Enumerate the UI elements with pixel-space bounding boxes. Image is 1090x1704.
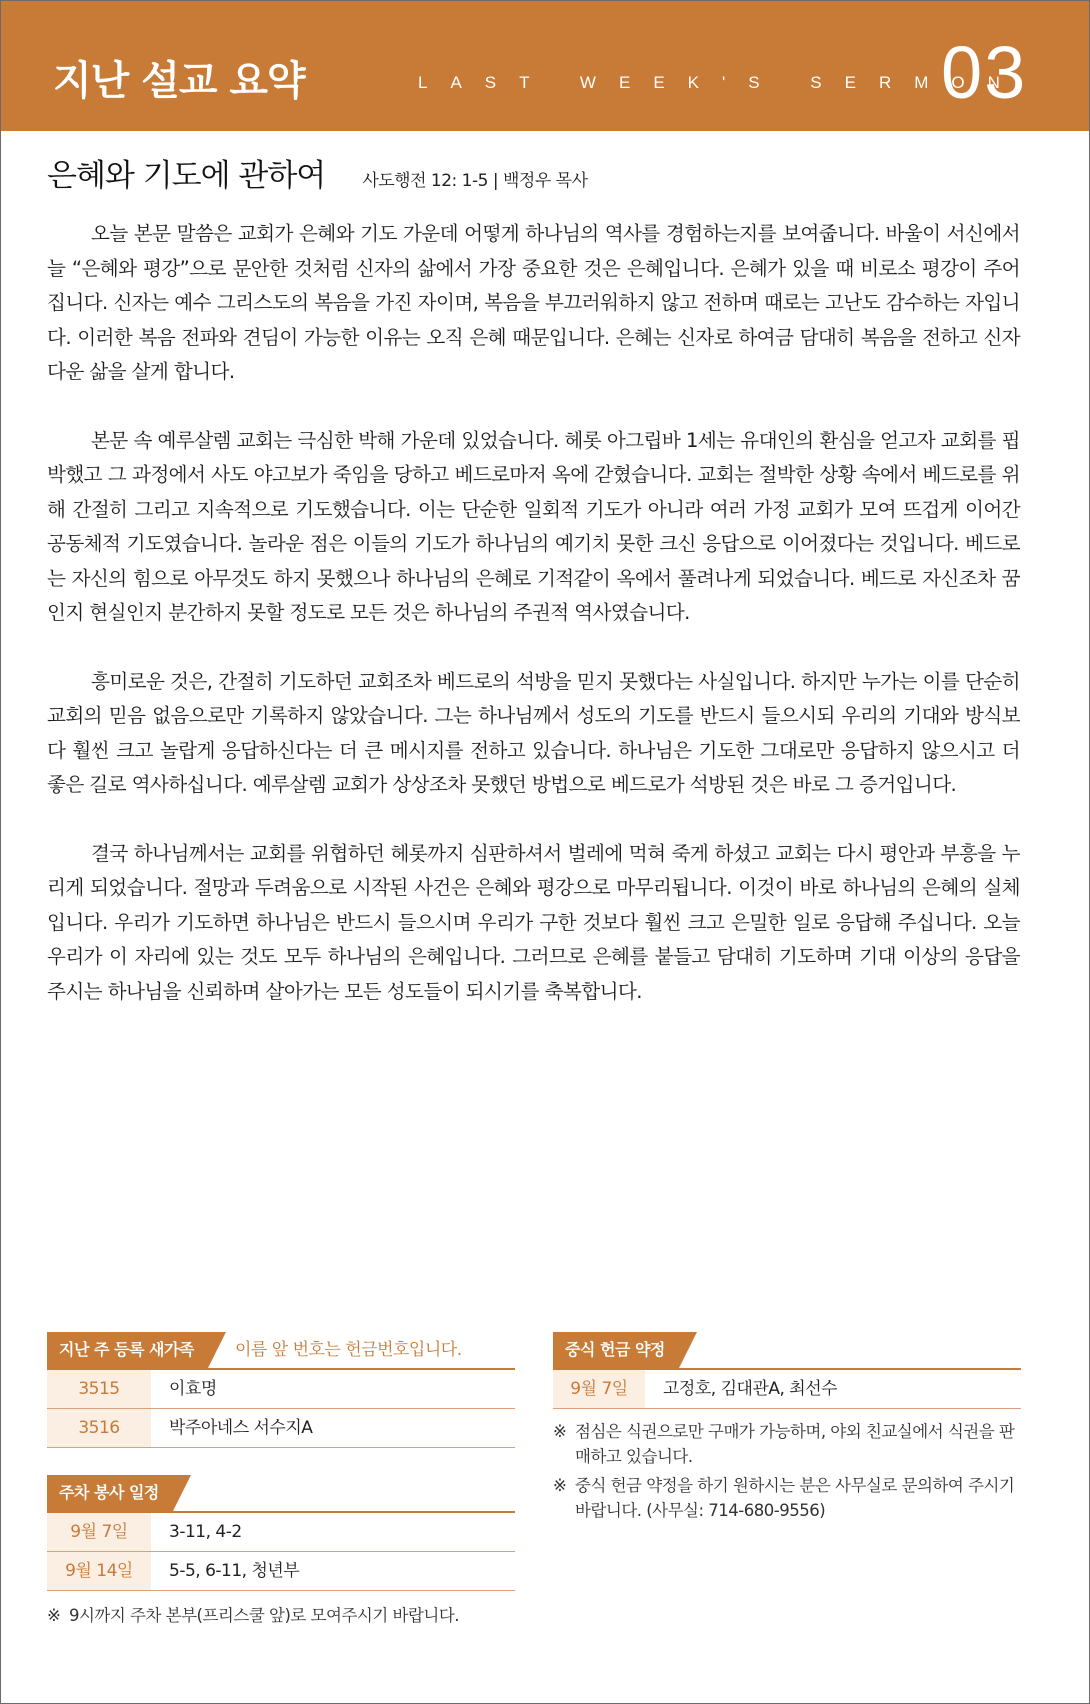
- newcomer-name: 이효명: [169, 1379, 217, 1399]
- sermon-paragraph: 흥미로운 것은, 간절히 기도하던 교회조차 베드로의 석방을 믿지 못했다는 사실입니다. 하지만 누가는 이를 단순히 교회의 믿음 없음으로만 기록하지 않았습니다. 그는 하나님께서 성도의 기도를 반드시 들으시되 우리의 기대와 방식보다 훨씬 크고 놀랍게 응답하신다는 더 큰 메시지를 전하고 있습니다. 하나님은 기도한 그대로만 응답하지 않으시고 더 좋은 길로 역사하십니다. 예루살렘 교회가 상상조차 못했던 방법으로 베드로가 석방된 것은 바로 그 증거입니다.: [47, 669, 1020, 796]
- table-row: [47, 1552, 515, 1591]
- header-banner: [1, 1, 1089, 131]
- schedule-teams: 5-5, 6-11, 청년부: [169, 1561, 300, 1581]
- newcomers-note: 이름 앞 번호는 헌금번호입니다.: [235, 1340, 462, 1360]
- parking-label: 주차 봉사 일정: [47, 1475, 173, 1511]
- offering-number: 3516: [47, 1409, 151, 1447]
- sermon-body: [47, 217, 1020, 1043]
- schedule-teams: 3-11, 4-2: [169, 1522, 242, 1542]
- lunch-section: [553, 1332, 1021, 1523]
- sermon-title: 은혜와 기도에 관하여: [47, 158, 326, 194]
- parking-section: [47, 1475, 515, 1628]
- table-row: [47, 1513, 515, 1552]
- lunch-note-text: 중식 헌금 약정을 하기 원하시는 분은 사무실로 문의하여 주시기 바랍니다. (사무실: 714-680-9556): [575, 1476, 1015, 1520]
- section-subtitle: LAST WEEK'S SERMON: [418, 73, 1023, 92]
- schedule-date: 9월 7일: [47, 1513, 151, 1551]
- note-mark: ※: [553, 1476, 567, 1495]
- parking-header: [47, 1475, 515, 1513]
- note-mark: ※: [553, 1422, 567, 1441]
- sermon-reference: 사도행전 12: 1-5 | 백정우 목사: [362, 171, 588, 191]
- pledge-names: 고정호, 김대관A, 최선수: [663, 1379, 838, 1399]
- table-row: [47, 1370, 515, 1409]
- offering-number: 3515: [47, 1370, 151, 1408]
- newcomers-label: 지난 주 등록 새가족: [47, 1332, 208, 1368]
- parking-note: [47, 1603, 515, 1628]
- section-title: 지난 설교 요약: [53, 58, 305, 104]
- sermon-paragraph: 본문 속 예루살렘 교회는 극심한 박해 가운데 있었습니다. 헤롯 아그립바 1세는 유대인의 환심을 얻고자 교회를 핍박했고 그 과정에서 사도 야고보가 죽임을 당하고 베드로마저 옥에 갇혔습니다. 교회는 절박한 상황 속에서 베드로를 위해 간절히 그리고 지속적으로 기도했습니다. 이는 단순한 일회적 기도가 아니라 여러 가정 교회가 모여 뜨겁게 이어간 공동체적 기도였습니다. 놀라운 점은 이들의 기도가 하나님의 예기치 못한 크신 응답으로 이어졌다는 것입니다. 베드로는 자신의 힘으로 아무것도 하지 못했으나 하나님의 은혜로 기적같이 옥에서 풀려나게 되었습니다. 베드로 자신조차 꿈인지 현실인지 분간하지 못할 정도로 모든 것은 하나님의 주권적 역사였습니다.: [47, 428, 1020, 624]
- lunch-notes: [553, 1419, 1021, 1523]
- newcomer-name: 박주아네스 서수지A: [169, 1418, 313, 1438]
- sermon-heading: [47, 156, 588, 196]
- lunch-label: 중식 헌금 약정: [553, 1332, 679, 1368]
- newcomers-section: [47, 1332, 515, 1448]
- table-row: [553, 1370, 1021, 1409]
- lunch-header: [553, 1332, 1021, 1370]
- table-row: [47, 1409, 515, 1448]
- newcomers-header: [47, 1332, 515, 1370]
- sermon-paragraph: 오늘 본문 말씀은 교회가 은혜와 기도 가운데 어떻게 하나님의 역사를 경험하는지를 보여줍니다. 바울이 서신에서 늘 “은혜와 평강”으로 문안한 것처럼 신자의 삶에서 가장 중요한 것은 은혜입니다. 은혜가 있을 때 비로소 평강이 주어집니다. 신자는 예수 그리스도의 복음을 가진 자이며, 복음을 부끄러워하지 않고 전하며 때로는 고난도 감수하는 자입니다. 이러한 복음 전파와 견딤이 가능한 이유는 오직 은혜 때문입니다. 은혜는 신자로 하여금 담대히 복음을 전하고 신자다운 삶을 살게 합니다.: [47, 222, 1020, 383]
- pledge-date: 9월 7일: [553, 1370, 645, 1408]
- schedule-date: 9월 14일: [47, 1552, 151, 1590]
- note-mark: ※: [47, 1606, 61, 1625]
- page-number: 03: [941, 31, 1028, 114]
- lunch-note-text: 점심은 식권으로만 구매가 가능하며, 야외 친교실에서 식권을 판매하고 있습니다.: [575, 1422, 1015, 1466]
- parking-note-text: 9시까지 주차 본부(프리스쿨 앞)로 모여주시기 바랍니다.: [69, 1606, 459, 1625]
- sermon-paragraph: 결국 하나님께서는 교회를 위협하던 헤롯까지 심판하셔서 벌레에 먹혀 죽게 하셨고 교회는 다시 평안과 부흥을 누리게 되었습니다. 절망과 두려움으로 시작된 사건은 은혜와 평강으로 마무리됩니다. 이것이 바로 하나님의 은혜의 실체입니다. 우리가 기도하면 하나님은 반드시 들으시며 우리가 구한 것보다 훨씬 크고 은밀한 일로 응답해 주십니다. 오늘 우리가 이 자리에 있는 것도 모두 하나님의 은혜입니다. 그러므로 은혜를 붙들고 담대히 기도하며 기대 이상의 응답을 주시는 하나님을 신뢰하며 살아가는 모든 성도들이 되시기를 축복합니다.: [47, 841, 1020, 1003]
